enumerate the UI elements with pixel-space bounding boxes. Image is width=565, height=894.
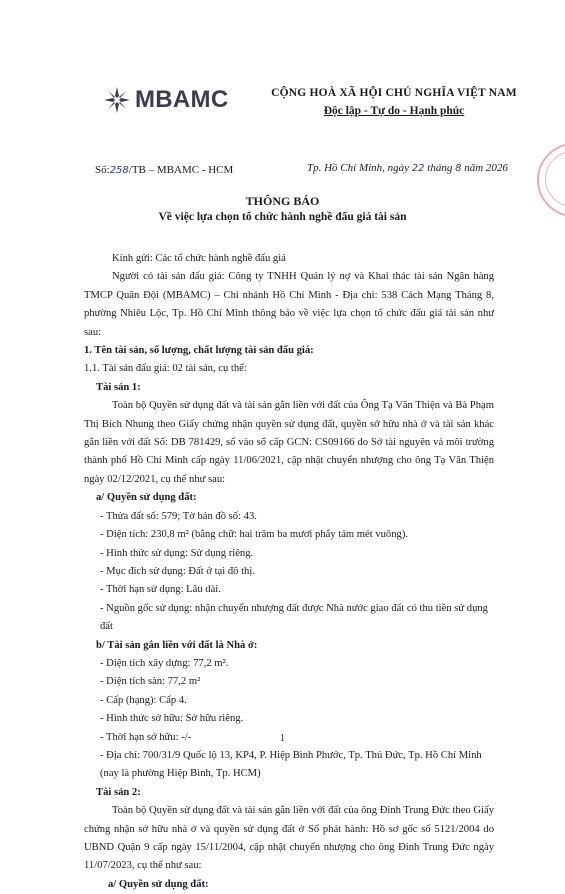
section-1-heading: 1. Tên tài sản, số lượng, chất lượng tài sản đấu giá:	[84, 345, 314, 357]
section-1-1: 1.1. Tài sản đấu giá: 02 tài sản, cụ thể:	[84, 363, 247, 375]
land-item: - Thửa đất số: 579; Tờ bản đồ số: 43.	[100, 510, 257, 522]
nation-motto: Độc lập - Tự do - Hạnh phúc	[323, 105, 465, 117]
land-item: - Diện tích: 230,8 m² (bằng chữ: hai trăm ba mươi phẩy tám mét vuông).	[100, 529, 408, 541]
logo-text: MBAMC	[135, 86, 229, 113]
place-date	[307, 162, 508, 174]
national-header	[264, 84, 524, 120]
intro-paragraph: Người có tài sản đấu giá: Công ty TNHH Quản lý nợ và Khai thác tài sản Ngân hàng TMCP Quân Đội (MBAMC) – Chi nhánh Hồ Chí Minh - Địa chỉ: 538 Cách Mạng Tháng 8, phường Nhiêu Lộc, Tp. Hồ Chí Minh thông báo về việc lựa chọn tổ chức đấu giá tài sản như sau:	[84, 271, 494, 338]
asset-2-title: Tài sản 2:	[96, 786, 141, 798]
asset-2-land-heading: a/ Quyền sử dụng đất:	[108, 878, 209, 890]
document-subtitle: Về việc lựa chọn tổ chức hành nghề đấu giá tài sản	[158, 211, 407, 223]
house-item: - Diện tích sàn: 77,2 m²	[100, 676, 201, 688]
nation-title: CỘNG HOÀ XÃ HỘI CHỦ NGHĨA VIỆT NAM	[271, 87, 517, 99]
asset-1-description: Toàn bộ Quyền sử dụng đất và tài sản gắn liền với đất của Ông Tạ Văn Thiện và Bà Phạm Thị Bích Nhung theo Giấy chứng nhận quyền sử dụng đất, quyền sở hữu nhà ở và tài sản khác gắn liền với đất Số: DB 781429, số vào sổ cấp GCN: CS09166 do Sở tài nguyên và môi trường thành phố Hồ Chí Minh cấp ngày 11/06/2021, cập nhật chuyển nhượng cho ông Tạ Văn Thiện ngày 02/12/2021, cụ thể như sau:	[84, 400, 494, 485]
mbamc-logo	[103, 86, 228, 114]
date-month: 8	[455, 163, 462, 174]
ref-number-handwritten: 258	[109, 165, 129, 176]
date-year: năm 2026	[464, 162, 508, 174]
asset-2-description: Toàn bộ Quyền sử dụng đất và tài sản gắn liền với đất của ông Đinh Trung Đức theo Giấy chứng nhận sở hữu nhà ở và quyền sử dụng đất ở Số phát hành: Hồ sơ gốc số 5121/2004 do UBND Quận 9 cấp ngày 15/11/2004, cập nhật chuyển nhượng cho ông Đinh Trung Đức ngày 11/07/2023, cụ thể như sau:	[84, 805, 494, 872]
star-burst-icon	[103, 86, 131, 114]
document-title: THÔNG BÁO	[245, 194, 320, 208]
house-item: - Diện tích xây dựng: 77,2 m².	[100, 657, 229, 669]
house-item: - Hình thức sở hữu: Sở hữu riêng.	[100, 713, 244, 725]
land-item: - Hình thức sử dụng: Sử dụng riêng.	[100, 547, 254, 559]
asset-1-land-heading: a/ Quyền sử dụng đất:	[96, 492, 197, 504]
page-number: 1	[280, 733, 285, 744]
ref-prefix: Số:	[95, 164, 110, 176]
place-prefix: Tp. Hồ Chí Minh, ngày	[307, 162, 410, 174]
house-item: - Cấp (hạng): Cấp 4.	[100, 694, 187, 706]
greeting: Kính gửi: Các tổ chức hành nghề đấu giá	[112, 253, 286, 264]
land-item: - Nguồn gốc sử dụng: nhận chuyển nhượng đất được Nhà nước giao đất có thu tiền sử dụng đất	[100, 602, 488, 633]
house-item: - Địa chỉ: 700/31/9 Quốc lộ 13, KP4, P. Hiệp Bình Phước, Tp. Thủ Đức, Tp. Hồ Chí Minh (nay là phường Hiệp Bình, Tp. HCM)	[100, 749, 482, 780]
ref-suffix: /TB – MBAMC - HCM	[128, 164, 234, 176]
document-number	[95, 164, 233, 176]
house-item: - Thời hạn sở hữu: -/-	[100, 731, 192, 743]
land-item: - Thời hạn sử dụng: Lâu dài.	[100, 584, 221, 596]
asset-1-title: Tài sản 1:	[96, 381, 141, 393]
date-day: 22	[411, 163, 425, 174]
asset-1-house-heading: b/ Tài sản gắn liền với đất là Nhà ở:	[96, 639, 258, 651]
document-body	[84, 250, 494, 894]
land-item: - Mục đích sử dụng: Đất ở tại đô thị.	[100, 565, 255, 577]
date-month-label: tháng	[427, 162, 453, 174]
